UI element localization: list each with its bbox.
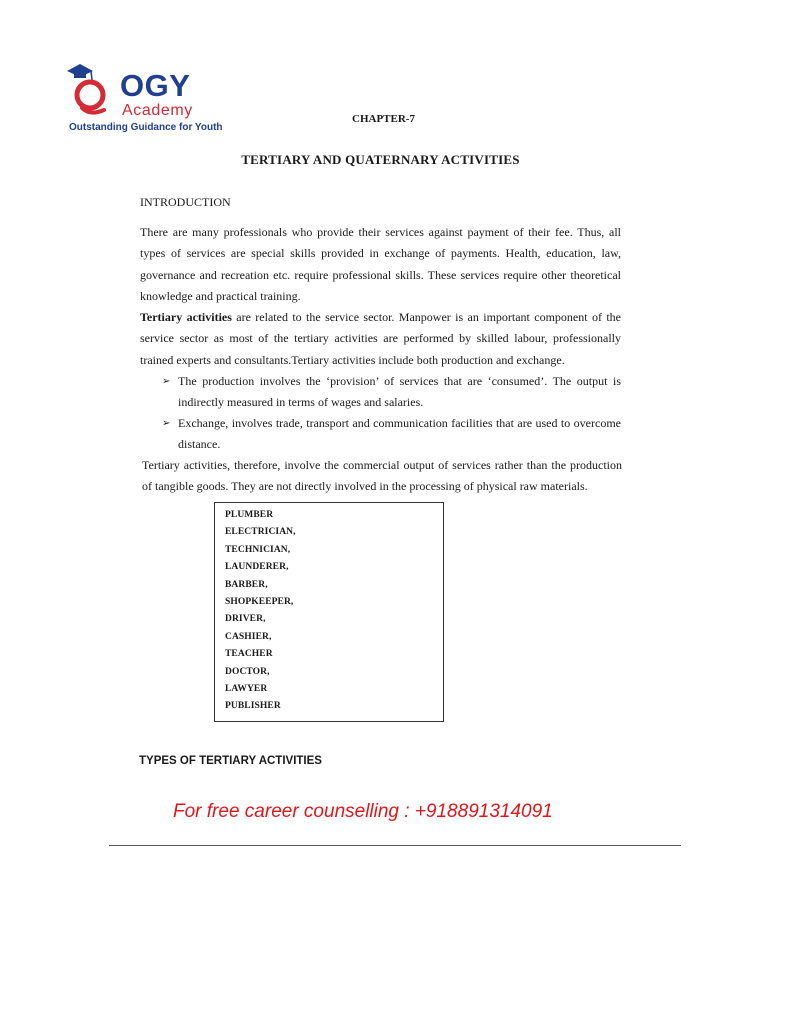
intro-paragraph: There are many professionals who provide their services against payment of their fee. Thus, all types of services are special skills provided in exchange of payments. Health, education, law, governance and recreation etc. require professional skills. These services require other theoretical knowledge and practical training. <box>140 225 621 303</box>
bullet-text: Exchange, involves trade, transport and communication facilities that are used to overcome distance. <box>178 416 621 451</box>
tertiary-definition-text: are related to the service sector. Manpower is an important component of the service sector as most of the tertiary activities are performed by skilled labour, professionally trained experts and consultants.Tertiary activities include both production and exchange. <box>140 310 621 367</box>
bullet-list <box>162 371 621 455</box>
occupation-item: DRIVER, <box>225 614 266 625</box>
occupation-item: TECHNICIAN, <box>225 544 291 555</box>
list-item <box>162 371 621 413</box>
occupation-item: CASHIER, <box>225 631 272 642</box>
occupation-item: PUBLISHER <box>225 701 281 712</box>
occupation-item: BARBER, <box>225 579 268 590</box>
logo-tagline: Outstanding Guidance for Youth <box>69 122 223 133</box>
occupation-item: LAUNDERER, <box>225 562 289 573</box>
footer-divider <box>109 845 681 846</box>
list-item <box>162 413 621 455</box>
occupation-list <box>215 503 443 716</box>
occupation-item: PLUMBER <box>225 510 274 520</box>
ogy-academy-logo <box>64 60 223 140</box>
occupation-item: ELECTRICIAN, <box>225 527 296 538</box>
logo-brand: OGY <box>120 68 191 103</box>
tertiary-summary-paragraph: Tertiary activities, therefore, involve the commercial output of services rather than the production of tangible goods. They are not directly involved in the processing of physical raw materials. <box>142 458 622 494</box>
tertiary-term: Tertiary activities <box>140 310 232 324</box>
logo-subtitle: Academy <box>122 102 193 119</box>
occupation-item: TEACHER <box>225 649 273 660</box>
occupation-item: LAWYER <box>225 684 268 695</box>
graduation-cap-icon <box>64 60 124 124</box>
types-heading: TYPES OF TERTIARY ACTIVITIES <box>139 755 322 767</box>
occupation-item: SHOPKEEPER, <box>225 597 294 608</box>
arrow-bullet-icon: ➢ <box>162 376 171 387</box>
tertiary-definition-paragraph <box>140 307 621 371</box>
career-counselling-contact: For free career counselling : +918891314091 <box>173 801 553 822</box>
arrow-bullet-icon: ➢ <box>162 418 171 429</box>
chapter-label: CHAPTER-7 <box>352 113 415 125</box>
page-title: TERTIARY AND QUATERNARY ACTIVITIES <box>241 152 520 167</box>
occupation-box <box>214 502 444 722</box>
bullet-text: The production involves the ‘provision’ of services that are ‘consumed’. The output is indirectly measured in terms of wages and salaries. <box>178 374 621 409</box>
intro-heading: INTRODUCTION <box>140 195 231 209</box>
occupation-item: DOCTOR, <box>225 666 270 677</box>
